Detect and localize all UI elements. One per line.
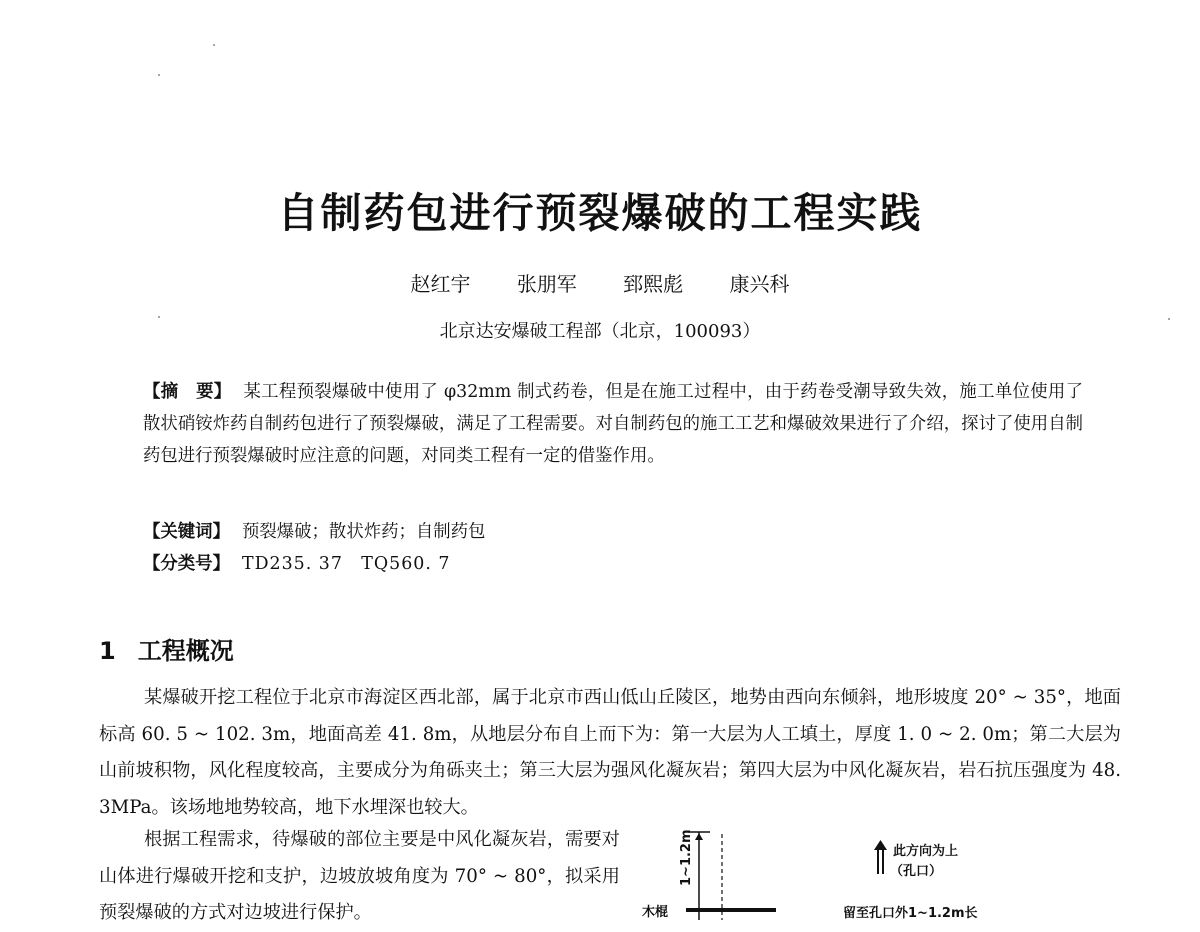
author-list bbox=[0, 268, 1200, 297]
keywords-block bbox=[143, 516, 1083, 548]
author-name: 郅熙彪 bbox=[623, 272, 684, 296]
charge-diagram-figure bbox=[630, 824, 1080, 920]
abstract-block bbox=[143, 376, 1083, 472]
author-name: 张朋军 bbox=[516, 272, 577, 296]
scan-speck bbox=[213, 44, 215, 46]
section-title: 工程概况 bbox=[137, 637, 234, 665]
stick-label: 木棍 bbox=[642, 905, 669, 920]
keywords-text: 预裂爆破；散状炸药；自制药包 bbox=[241, 522, 486, 542]
section-heading bbox=[99, 631, 234, 666]
classification-label: 【分类号】 bbox=[143, 554, 230, 574]
keywords-label: 【关键词】 bbox=[143, 522, 230, 542]
classification-text: TD235. 37 TQ560. 7 bbox=[241, 554, 451, 574]
classification-block bbox=[143, 548, 1083, 580]
author-name: 赵红宇 bbox=[410, 272, 471, 296]
scan-speck bbox=[158, 74, 160, 76]
author-name: 康兴科 bbox=[729, 272, 790, 296]
body-paragraph: 某爆破开挖工程位于北京市海淀区西北部，属于北京市西山低山丘陵区，地势由西向东倾斜，地形坡度 20° ~ 35°，地面标高 60. 5 ~ 102. 3m，地面高差 41. 8m，从地层分布自上而下为：第一大层为人工填土，厚度 1. 0 ~ 2. 0m；第二大层为山前坡积物，风化程度较高，主要成分为角砾夹土；第三大层为强风化凝灰岩；第四大层为中风化凝灰岩，岩石抗压强度为 48. 3MPa。该场地地势较高，地下水埋深也较大。 bbox=[99, 687, 1121, 818]
section-number: 1 bbox=[99, 637, 116, 665]
up-arrow-icon bbox=[874, 840, 887, 850]
paper-title: 自制药包进行预裂爆破的工程实践 bbox=[277, 189, 923, 237]
dimension-label: 1~1.2m bbox=[679, 829, 694, 886]
author-affiliation: 北京达安爆破工程部（北京，100093） bbox=[439, 321, 761, 342]
abstract-label: 【摘 要】 bbox=[143, 382, 232, 402]
note-label: 留至孔口外1~1.2m长 bbox=[843, 906, 978, 921]
dimension-arrow bbox=[695, 833, 703, 840]
wood-stick bbox=[686, 908, 776, 912]
abstract-text: 某工程预裂爆破中使用了 φ32mm 制式药卷，但是在施工过程中，由于药卷受潮导致失效，施工单位使用了散状硝铵炸药自制药包进行了预裂爆破，满足了工程需要。对自制药包的施工工艺和爆破效果进行了介绍，探讨了使用自制药包进行预裂爆破时应注意的问题，对同类工程有一定的借鉴作用。 bbox=[143, 382, 1083, 466]
hole-label: （孔口） bbox=[890, 864, 943, 879]
direction-label: 此方向为上 bbox=[893, 844, 959, 859]
body-paragraph: 根据工程需求，待爆破的部位主要是中风化凝灰岩，需要对山体进行爆破开挖和支护，边坡放坡角度为 70° ~ 80°，拟采用预裂爆破的方式对边坡进行保护。 bbox=[99, 829, 620, 923]
